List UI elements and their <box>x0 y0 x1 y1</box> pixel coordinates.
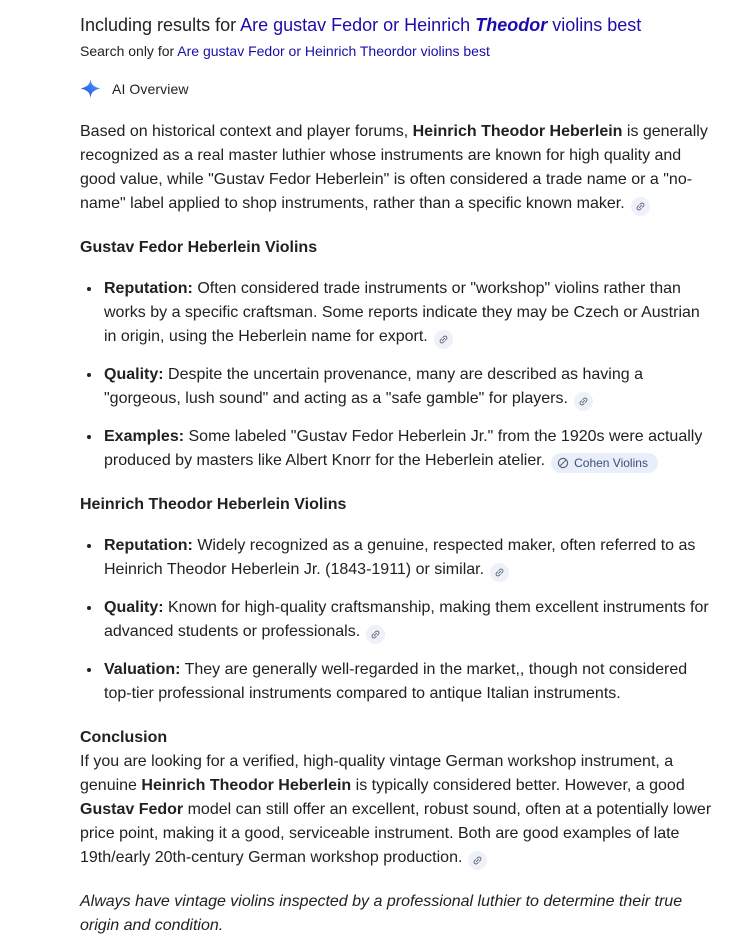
corrected-word: Theodor <box>475 15 548 35</box>
citation-link-icon[interactable] <box>574 392 593 411</box>
bullet-label: Quality: <box>104 599 164 616</box>
intro-text-pre: Based on historical context and player forums, <box>80 123 413 140</box>
gustav-bullet-list <box>80 277 712 473</box>
list-item <box>102 363 712 411</box>
sparkle-icon <box>80 78 101 99</box>
citation-link-icon[interactable] <box>490 563 509 582</box>
bullet-text: Widely recognized as a genuine, respected maker, often referred to as Heinrich Theodor Heberlein Jr. (1843-1911) or similar. <box>104 537 696 578</box>
list-item <box>102 277 712 349</box>
globe-icon <box>557 457 569 469</box>
bullet-label: Reputation: <box>104 537 193 554</box>
intro-text-post: is generally recognized as a real master luthier whose instruments are known for high quality and good value, while "Gustav Fedor Heberlein" is often considered a trade name or a "no-name" label applied to shop instruments, rather than a specific known maker. <box>80 123 708 212</box>
corrected-query-link[interactable] <box>240 15 641 35</box>
conclusion-paragraph <box>80 750 712 870</box>
source-chip-cohen-violins[interactable] <box>551 453 658 473</box>
section-heading-heinrich: Heinrich Theodor Heberlein Violins <box>80 496 347 513</box>
including-results-line <box>80 13 712 37</box>
citation-link-icon[interactable] <box>631 197 650 216</box>
ai-overview-header <box>80 78 712 99</box>
bullet-text: Known for high-quality craftsmanship, making them excellent instruments for advanced students or professionals. <box>104 599 709 640</box>
search-only-prefix: Search only for <box>80 43 178 59</box>
conclusion-heading: Conclusion <box>80 729 168 746</box>
bullet-label: Reputation: <box>104 280 193 297</box>
citation-link-icon[interactable] <box>434 330 453 349</box>
conclusion-bold-gustav: Gustav Fedor <box>80 801 184 818</box>
bullet-label: Quality: <box>104 366 164 383</box>
list-item <box>102 658 712 706</box>
corrected-query-text-end: violins best <box>547 15 642 35</box>
bullet-text: Some labeled "Gustav Fedor Heberlein Jr." from the 1920s were actually produced by masters like Albert Knorr for the Heberlein atelier. <box>104 428 703 469</box>
list-item <box>102 425 712 473</box>
section-heading-gustav: Gustav Fedor Heberlein Violins <box>80 239 318 256</box>
ai-overview-label: AI Overview <box>112 80 189 97</box>
list-item <box>102 534 712 582</box>
including-results-prefix: Including results for <box>80 15 241 35</box>
conclusion-seg3: model can still offer an excellent, robust sound, often at a potentially lower price point, making it a good, serviceable instrument. Both are good examples of late 19th/early 20th-century German workshop production. <box>80 801 712 866</box>
original-query-link[interactable]: Are gustav Fedor or Heinrich Theordor violins best <box>177 43 490 59</box>
bullet-text: Often considered trade instruments or "workshop" violins rather than works by a specific craftsman. Some reports indicate they may be Czech or Austrian in origin, using the Heberlein name for export. <box>104 280 700 345</box>
conclusion-bold-heinrich: Heinrich Theodor Heberlein <box>141 777 352 794</box>
citation-link-icon[interactable] <box>468 851 487 870</box>
heinrich-bullet-list <box>80 534 712 706</box>
conclusion-seg2: is typically considered better. However, a good <box>351 777 685 794</box>
intro-bold-name: Heinrich Theodor Heberlein <box>412 123 623 140</box>
corrected-query-text: Are gustav Fedor or Heinrich <box>240 15 476 35</box>
bullet-label: Examples: <box>104 428 185 445</box>
bullet-text: Despite the uncertain provenance, many are described as having a "gorgeous, lush sound" and acting as a "safe gamble" for players. <box>104 366 643 407</box>
source-chip-label: Cohen Violins <box>574 456 648 470</box>
citation-link-icon[interactable] <box>366 625 385 644</box>
list-item <box>102 596 712 644</box>
bullet-label: Valuation: <box>104 661 181 678</box>
bullet-text: They are generally well-regarded in the market,, though not considered top-tier professional instruments compared to antique Italian instruments. <box>104 661 688 702</box>
intro-paragraph <box>80 120 712 216</box>
disclaimer-text: Always have vintage violins inspected by a professional luthier to determine their true origin and condition. <box>80 893 683 934</box>
conclusion-seg1: If you are looking for a verified, high-quality vintage German workshop instrument, a genuine <box>80 753 674 794</box>
search-only-line <box>80 42 712 61</box>
